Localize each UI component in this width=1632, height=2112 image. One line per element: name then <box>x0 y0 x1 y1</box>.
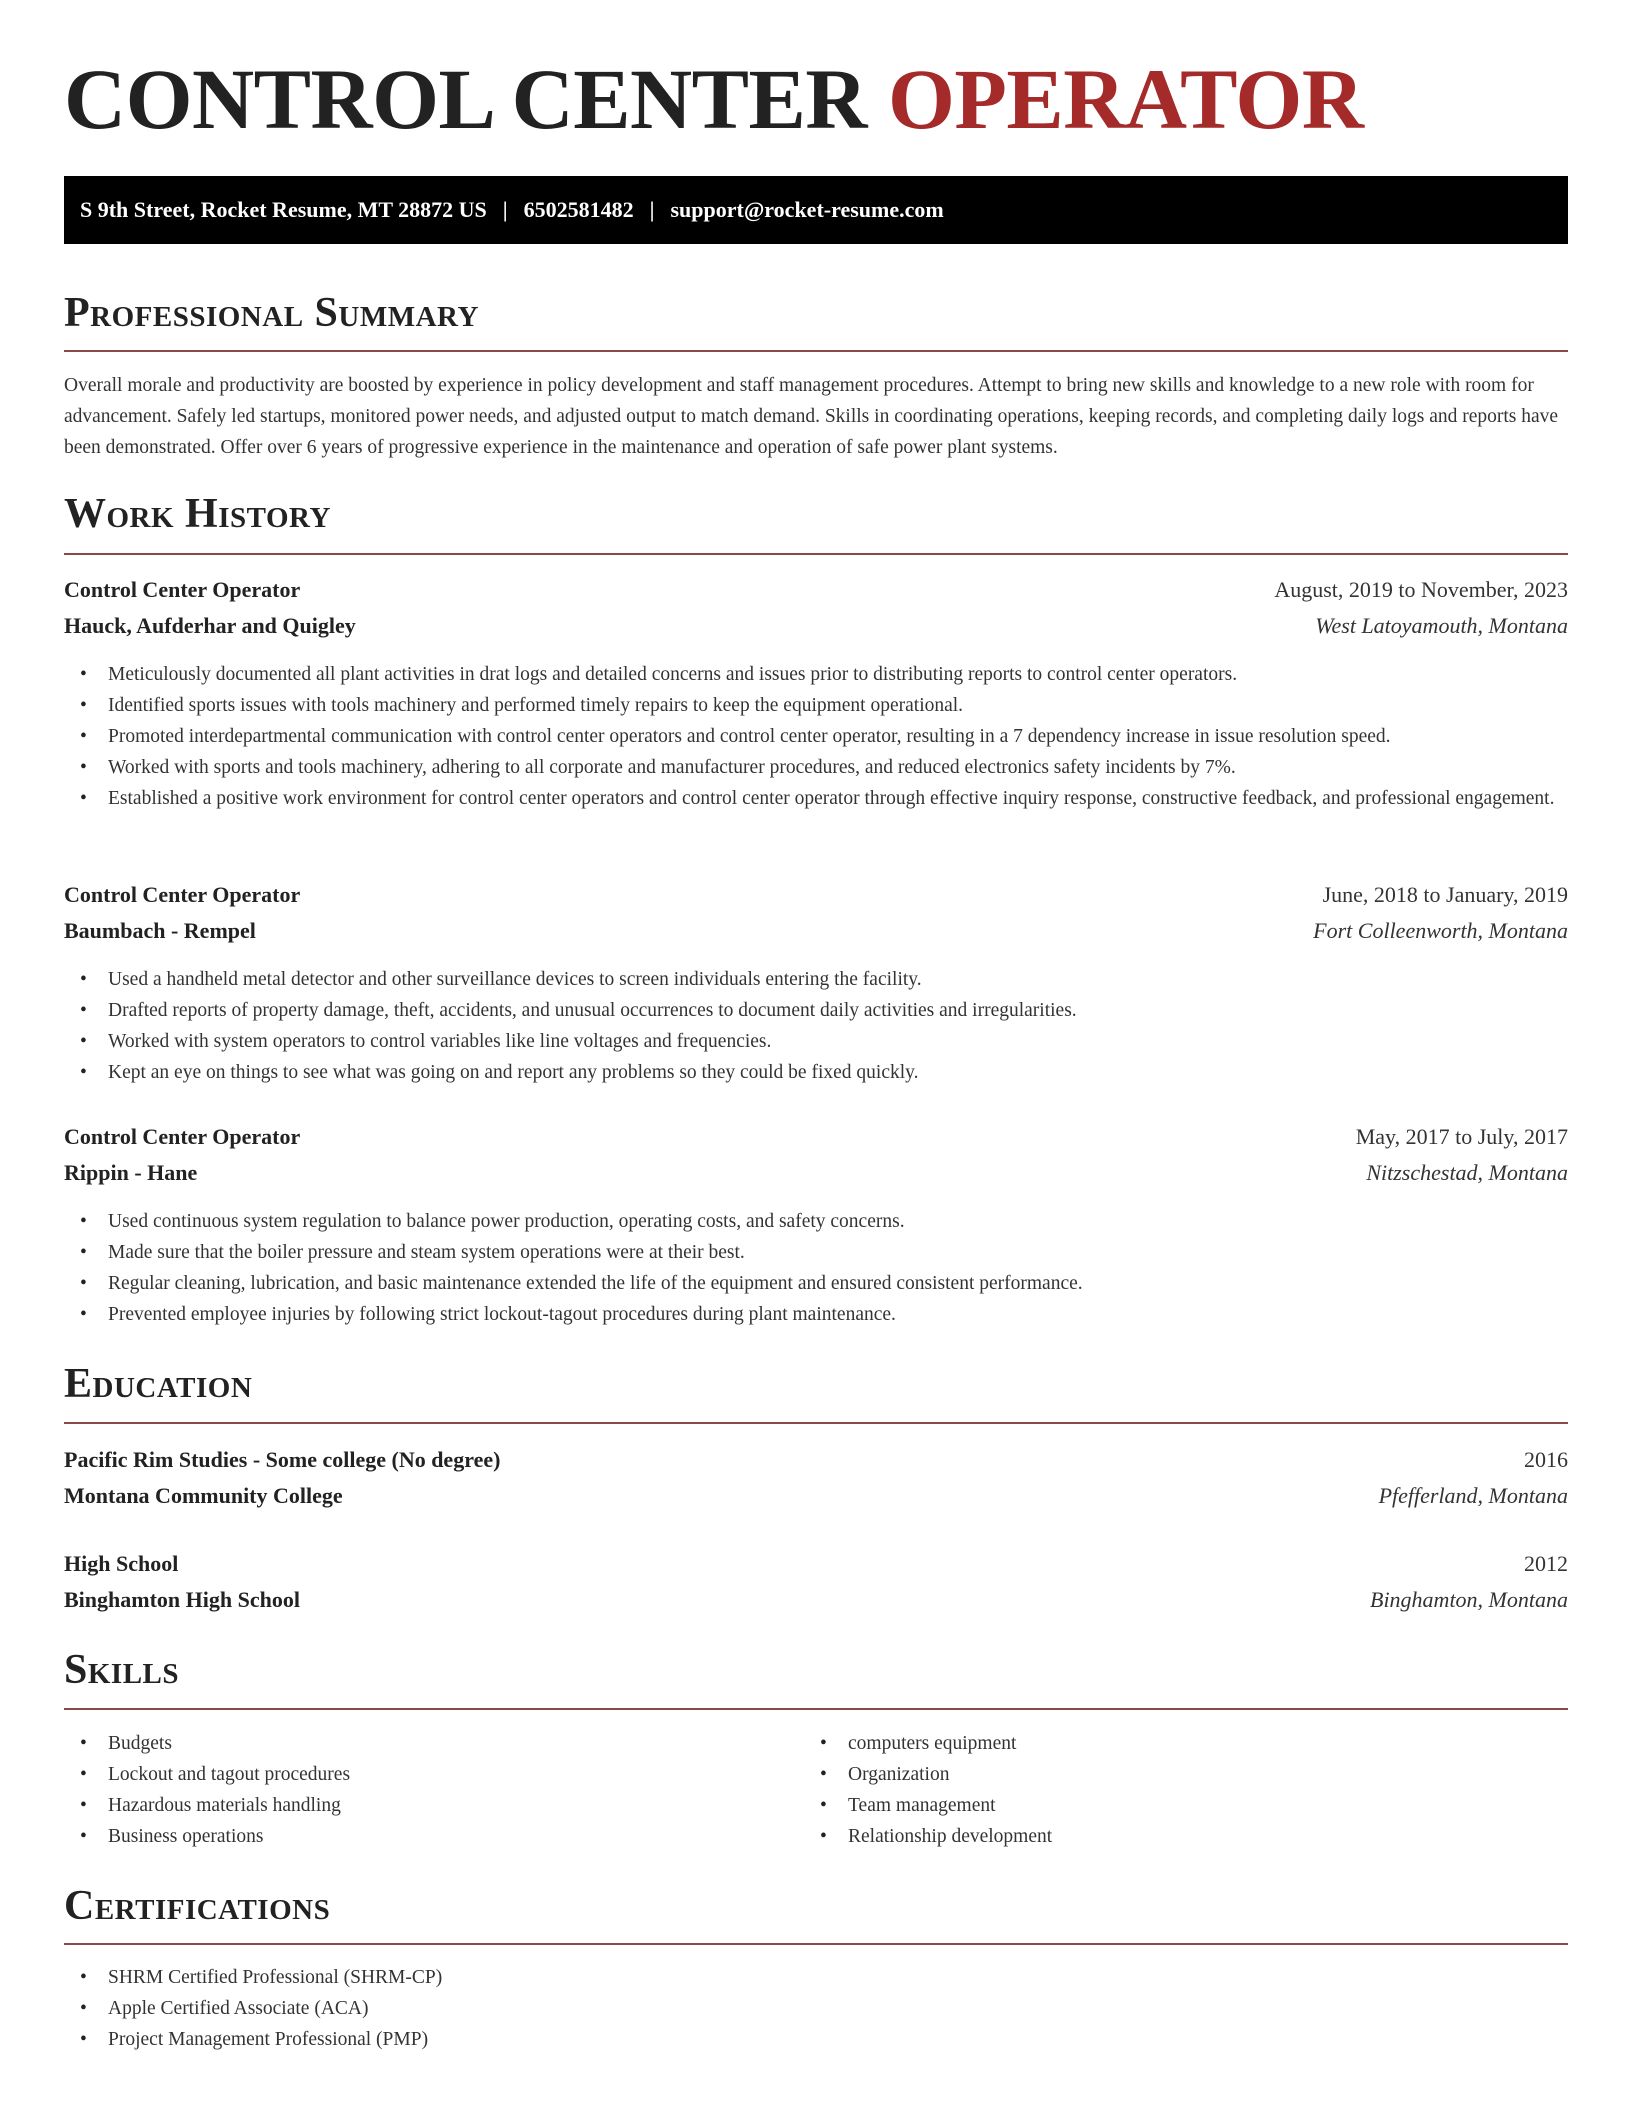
job-dates: August, 2019 to November, 2023 <box>1274 577 1568 602</box>
education-location: Pfefferland, Montana <box>1378 1483 1568 1508</box>
job-subheader <box>64 1162 1568 1184</box>
title-accent: OPERATOR <box>888 51 1364 147</box>
section-title-summary: Professional Summary <box>64 290 479 336</box>
section-title-work-history: Work History <box>64 491 331 537</box>
job-header <box>64 1126 1568 1148</box>
education-degree: Pacific Rim Studies - Some college (No degree) <box>64 1447 501 1472</box>
section-title-education: Education <box>64 1361 253 1407</box>
education-subheader <box>64 1485 1568 1507</box>
job-title: Control Center Operator <box>64 1124 301 1149</box>
list-item: • Used continuous system regulation to balance power production, operating costs, and safety concerns. <box>64 1206 1568 1237</box>
job-bullets <box>64 964 1568 1088</box>
list-item: • Project Management Professional (PMP) <box>64 2024 1568 2055</box>
skills-list-left <box>64 1728 804 1852</box>
job-company: Baumbach - Rempel <box>64 918 256 943</box>
list-item: • Worked with system operators to control variables like line voltages and frequencies. <box>64 1026 1568 1057</box>
certifications-list <box>64 1962 1568 2055</box>
list-item: • Promoted interdepartmental communication with control center operators and control center operator, resulting in a 7 dependency increase in issue resolution speed. <box>64 721 1568 752</box>
job-bullets <box>64 659 1568 814</box>
job-dates: May, 2017 to July, 2017 <box>1355 1124 1568 1149</box>
contact-phone[interactable]: 6502581482 <box>523 197 634 222</box>
education-subheader <box>64 1589 1568 1611</box>
list-item: • Relationship development <box>804 1821 1568 1852</box>
job-header <box>64 579 1568 601</box>
title-main: CONTROL CENTER <box>64 51 867 147</box>
list-item: • Drafted reports of property damage, theft, accidents, and unusual occurrences to document daily activities and irregularities. <box>64 995 1568 1026</box>
contact-separator: | <box>649 197 655 222</box>
job-location: Fort Colleenworth, Montana <box>1313 918 1568 943</box>
list-item: • computers equipment <box>804 1728 1568 1759</box>
contact-bar <box>64 176 1568 244</box>
education-year: 2016 <box>1524 1447 1568 1472</box>
job-title: Control Center Operator <box>64 577 301 602</box>
job-subheader <box>64 920 1568 942</box>
list-item: • Business operations <box>64 1821 804 1852</box>
list-item: • Regular cleaning, lubrication, and basic maintenance extended the life of the equipment and ensured consistent performance. <box>64 1268 1568 1299</box>
list-item: • Prevented employee injuries by following strict lockout-tagout procedures during plant maintenance. <box>64 1299 1568 1330</box>
education-school: Binghamton High School <box>64 1587 300 1612</box>
list-item: • Team management <box>804 1790 1568 1821</box>
contact-separator: | <box>502 197 508 222</box>
education-header <box>64 1449 1568 1471</box>
job-location: Nitzschestad, Montana <box>1366 1160 1568 1185</box>
job-subheader <box>64 615 1568 637</box>
education-header <box>64 1553 1568 1575</box>
list-item: • Hazardous materials handling <box>64 1790 804 1821</box>
list-item: • Lockout and tagout procedures <box>64 1759 804 1790</box>
list-item: • Made sure that the boiler pressure and steam system operations were at their best. <box>64 1237 1568 1268</box>
contact-address: S 9th Street, Rocket Resume, MT 28872 US <box>80 197 487 222</box>
education-location: Binghamton, Montana <box>1370 1587 1568 1612</box>
job-bullets <box>64 1206 1568 1330</box>
education-school: Montana Community College <box>64 1483 343 1508</box>
list-item: • Established a positive work environment for control center operators and control center operator through effective inquiry response, constructive feedback, and professional engagement. <box>64 783 1568 814</box>
job-company: Hauck, Aufderhar and Quigley <box>64 613 356 638</box>
section-divider <box>64 1943 1568 1945</box>
list-item: • Budgets <box>64 1728 804 1759</box>
list-item: • Kept an eye on things to see what was going on and report any problems so they could be fixed quickly. <box>64 1057 1568 1088</box>
section-divider <box>64 1422 1568 1424</box>
section-divider <box>64 553 1568 555</box>
job-header <box>64 884 1568 906</box>
job-company: Rippin - Hane <box>64 1160 198 1185</box>
list-item: • Apple Certified Associate (ACA) <box>64 1993 1568 2024</box>
page-title <box>64 51 1364 147</box>
section-divider <box>64 350 1568 352</box>
list-item: • Meticulously documented all plant activities in drat logs and detailed concerns and issues prior to distributing reports to control center operators. <box>64 659 1568 690</box>
summary-text: Overall morale and productivity are boosted by experience in policy development and staff management procedures. Attempt to bring new skills and knowledge to a new role with room for advancement. Safely led startups, monitored power needs, and adjusted output to match demand. Skills in coordinating operations, keeping records, and completing daily logs and reports have been demonstrated. Offer over 6 years of progressive experience in the maintenance and operation of safe power plant systems. <box>64 375 1559 458</box>
section-title-skills: Skills <box>64 1647 180 1693</box>
skills-list-right <box>804 1728 1568 1852</box>
section-divider <box>64 1708 1568 1710</box>
section-title-certifications: Certifications <box>64 1883 331 1929</box>
list-item: • Worked with sports and tools machinery, adhering to all corporate and manufacturer procedures, and reduced electronics safety incidents by 7%. <box>64 752 1568 783</box>
list-item: • Used a handheld metal detector and other surveillance devices to screen individuals entering the facility. <box>64 964 1568 995</box>
job-title: Control Center Operator <box>64 882 301 907</box>
list-item: • Identified sports issues with tools machinery and performed timely repairs to keep the equipment operational. <box>64 690 1568 721</box>
list-item: • Organization <box>804 1759 1568 1790</box>
list-item: • SHRM Certified Professional (SHRM-CP) <box>64 1962 1568 1993</box>
job-location: West Latoyamouth, Montana <box>1315 613 1568 638</box>
contact-email[interactable]: support@rocket-resume.com <box>670 197 944 222</box>
job-dates: June, 2018 to January, 2019 <box>1322 882 1568 907</box>
education-degree: High School <box>64 1551 179 1576</box>
education-year: 2012 <box>1524 1551 1568 1576</box>
